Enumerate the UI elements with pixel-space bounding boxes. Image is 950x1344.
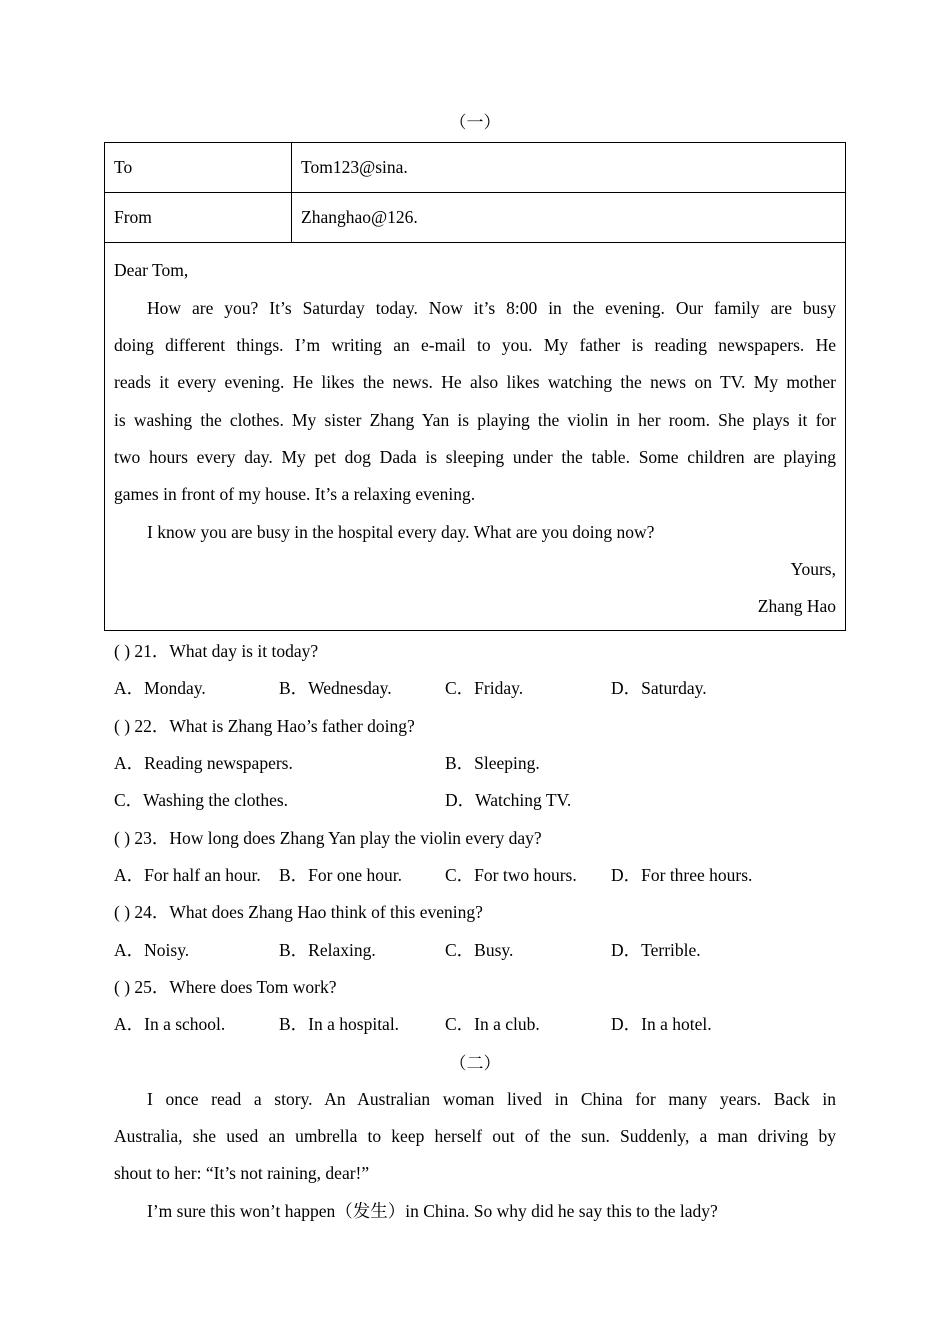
- option-b: B．Wednesday.: [279, 678, 392, 698]
- question-stem: ( ) 23．How long does Zhang Yan play the violin every day?: [114, 828, 542, 848]
- option-d: D．In a hotel.: [611, 1014, 712, 1034]
- passage-line: Australia, she used an umbrella to keep herself out of the sun. Suddenly, a man driving by: [114, 1126, 836, 1146]
- question-stem: ( ) 22．What is Zhang Hao’s father doing?: [114, 716, 415, 736]
- option-b: B．Relaxing.: [279, 940, 376, 960]
- option-c: C．In a club.: [445, 1014, 540, 1034]
- passage-line: I once read a story. An Australian woman lived in China for many years. Back in: [147, 1089, 836, 1109]
- to-label: To: [105, 143, 292, 193]
- passage-line: shout to her: “It’s not raining, dear!”: [114, 1163, 370, 1183]
- letter-greeting: Dear Tom,: [114, 260, 189, 280]
- from-label: From: [105, 193, 292, 243]
- option-b: B．Sleeping.: [445, 753, 540, 773]
- letter-line: reads it every evening. He likes the news. He also likes watching the news on TV. My mother: [114, 372, 836, 392]
- letter-line: games in front of my house. It’s a relaxing evening.: [114, 484, 476, 504]
- option-c: C．Friday.: [445, 678, 524, 698]
- option-b: B．For one hour.: [279, 865, 402, 885]
- option-d: D．Terrible.: [611, 940, 701, 960]
- letter-closing: Yours,: [790, 559, 836, 579]
- email-to-row: [105, 143, 846, 193]
- letter-line: is washing the clothes. My sister Zhang Yan is playing the violin in her room. She plays it for: [114, 410, 836, 430]
- letter-signature: Zhang Hao: [757, 596, 836, 616]
- question-stem: ( ) 21．What day is it today?: [114, 641, 319, 661]
- email-header-table: [104, 142, 846, 243]
- question-stem: ( ) 25．Where does Tom work?: [114, 977, 337, 997]
- letter-line: doing different things. I’m writing an e-mail to you. My father is reading newspapers. He: [114, 335, 836, 355]
- option-c: C．For two hours.: [445, 865, 577, 885]
- option-a: A．Reading newspapers.: [114, 753, 293, 773]
- option-c: C．Busy.: [445, 940, 514, 960]
- letter-line: two hours every day. My pet dog Dada is sleeping under the table. Some children are playing: [114, 447, 836, 467]
- question-stem: ( ) 24．What does Zhang Hao think of this evening?: [114, 902, 483, 922]
- section-title-2: （二）: [449, 1054, 501, 1073]
- option-c: C．Washing the clothes.: [114, 790, 289, 810]
- option-a: A．In a school.: [114, 1014, 226, 1034]
- option-a: A．Noisy.: [114, 940, 190, 960]
- email-from-row: [105, 193, 846, 243]
- letter-line: I know you are busy in the hospital every day. What are you doing now?: [147, 522, 655, 542]
- option-d: D．Saturday.: [611, 678, 707, 698]
- from-value: Zhanghao@126.: [292, 193, 846, 243]
- to-value: Tom123@sina.: [292, 143, 846, 193]
- letter-line: How are you? It’s Saturday today. Now it’s 8:00 in the evening. Our family are busy: [147, 298, 836, 318]
- option-d: D．Watching TV.: [445, 790, 572, 810]
- option-a: A．Monday.: [114, 678, 206, 698]
- option-a: A．For half an hour.: [114, 865, 261, 885]
- option-b: B．In a hospital.: [279, 1014, 400, 1034]
- section-title-1: （一）: [449, 113, 501, 132]
- passage-line: I’m sure this won’t happen（发生）in China. So why did he say this to the lady?: [147, 1201, 718, 1221]
- option-d: D．For three hours.: [611, 865, 753, 885]
